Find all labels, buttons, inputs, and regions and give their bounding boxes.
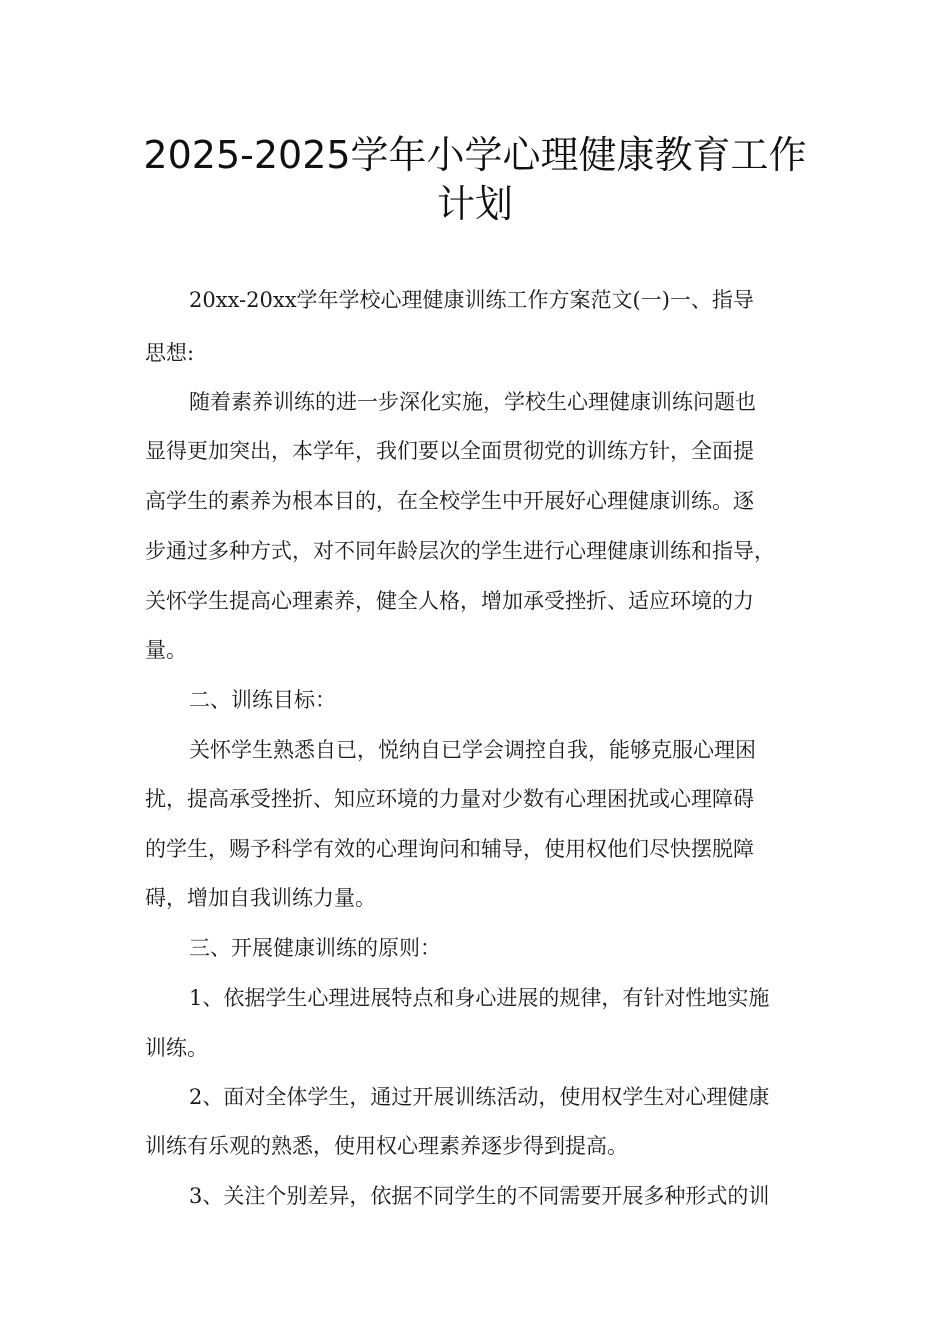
body-line: 2、面对全体学生，通过开展训练活动，使用权学生对心理健康 <box>189 1085 770 1109</box>
body-line: 步通过多种方式，对不同年龄层次的学生进行心理健康训练和指导， <box>145 539 775 563</box>
body-line: 关怀学生熟悉自已，悦纳自已学会调控自我，能够克服心理困 <box>189 738 756 762</box>
document-title-line-1: 2025-2025学年小学心理健康教育工作 <box>143 133 807 177</box>
document-title-line-2: 计划 <box>436 182 513 226</box>
body-line: 高学生的素养为根本目的，在全校学生中开展好心理健康训练。逐 <box>145 489 754 513</box>
body-line: 20xx-20xx学年学校心理健康训练工作方案范文(一)一、指导 <box>189 288 754 312</box>
body-line: 碍，增加自我训练力量。 <box>145 886 376 910</box>
body-line: 随着素养训练的进一步深化实施，学校生心理健康训练问题也 <box>189 390 756 414</box>
body-line: 训练。 <box>145 1036 208 1060</box>
body-line: 的学生，赐予科学有效的心理询问和辅导，使用权他们尽快摆脱障 <box>145 837 754 861</box>
section-heading: 二、训练目标： <box>189 688 336 712</box>
body-line: 思想: <box>145 341 195 365</box>
body-line: 关怀学生提高心理素养，健全人格，增加承受挫折、适应环境的力 <box>145 589 754 613</box>
section-heading: 三、开展健康训练的原则： <box>189 936 441 960</box>
body-line: 训练有乐观的熟悉，使用权心理素养逐步得到提高。 <box>145 1134 628 1158</box>
body-line: 量。 <box>145 638 187 662</box>
body-line: 显得更加突出，本学年，我们要以全面贯彻党的训练方针，全面提 <box>145 439 754 463</box>
body-line: 扰，提高承受挫折、知应环境的力量对少数有心理困扰或心理障碍 <box>145 787 754 811</box>
body-line: 3、关注个别差异，依据不同学生的不同需要开展多种形式的训 <box>189 1184 770 1208</box>
body-line: 1、依据学生心理进展特点和身心进展的规律，有针对性地实施 <box>189 986 770 1010</box>
